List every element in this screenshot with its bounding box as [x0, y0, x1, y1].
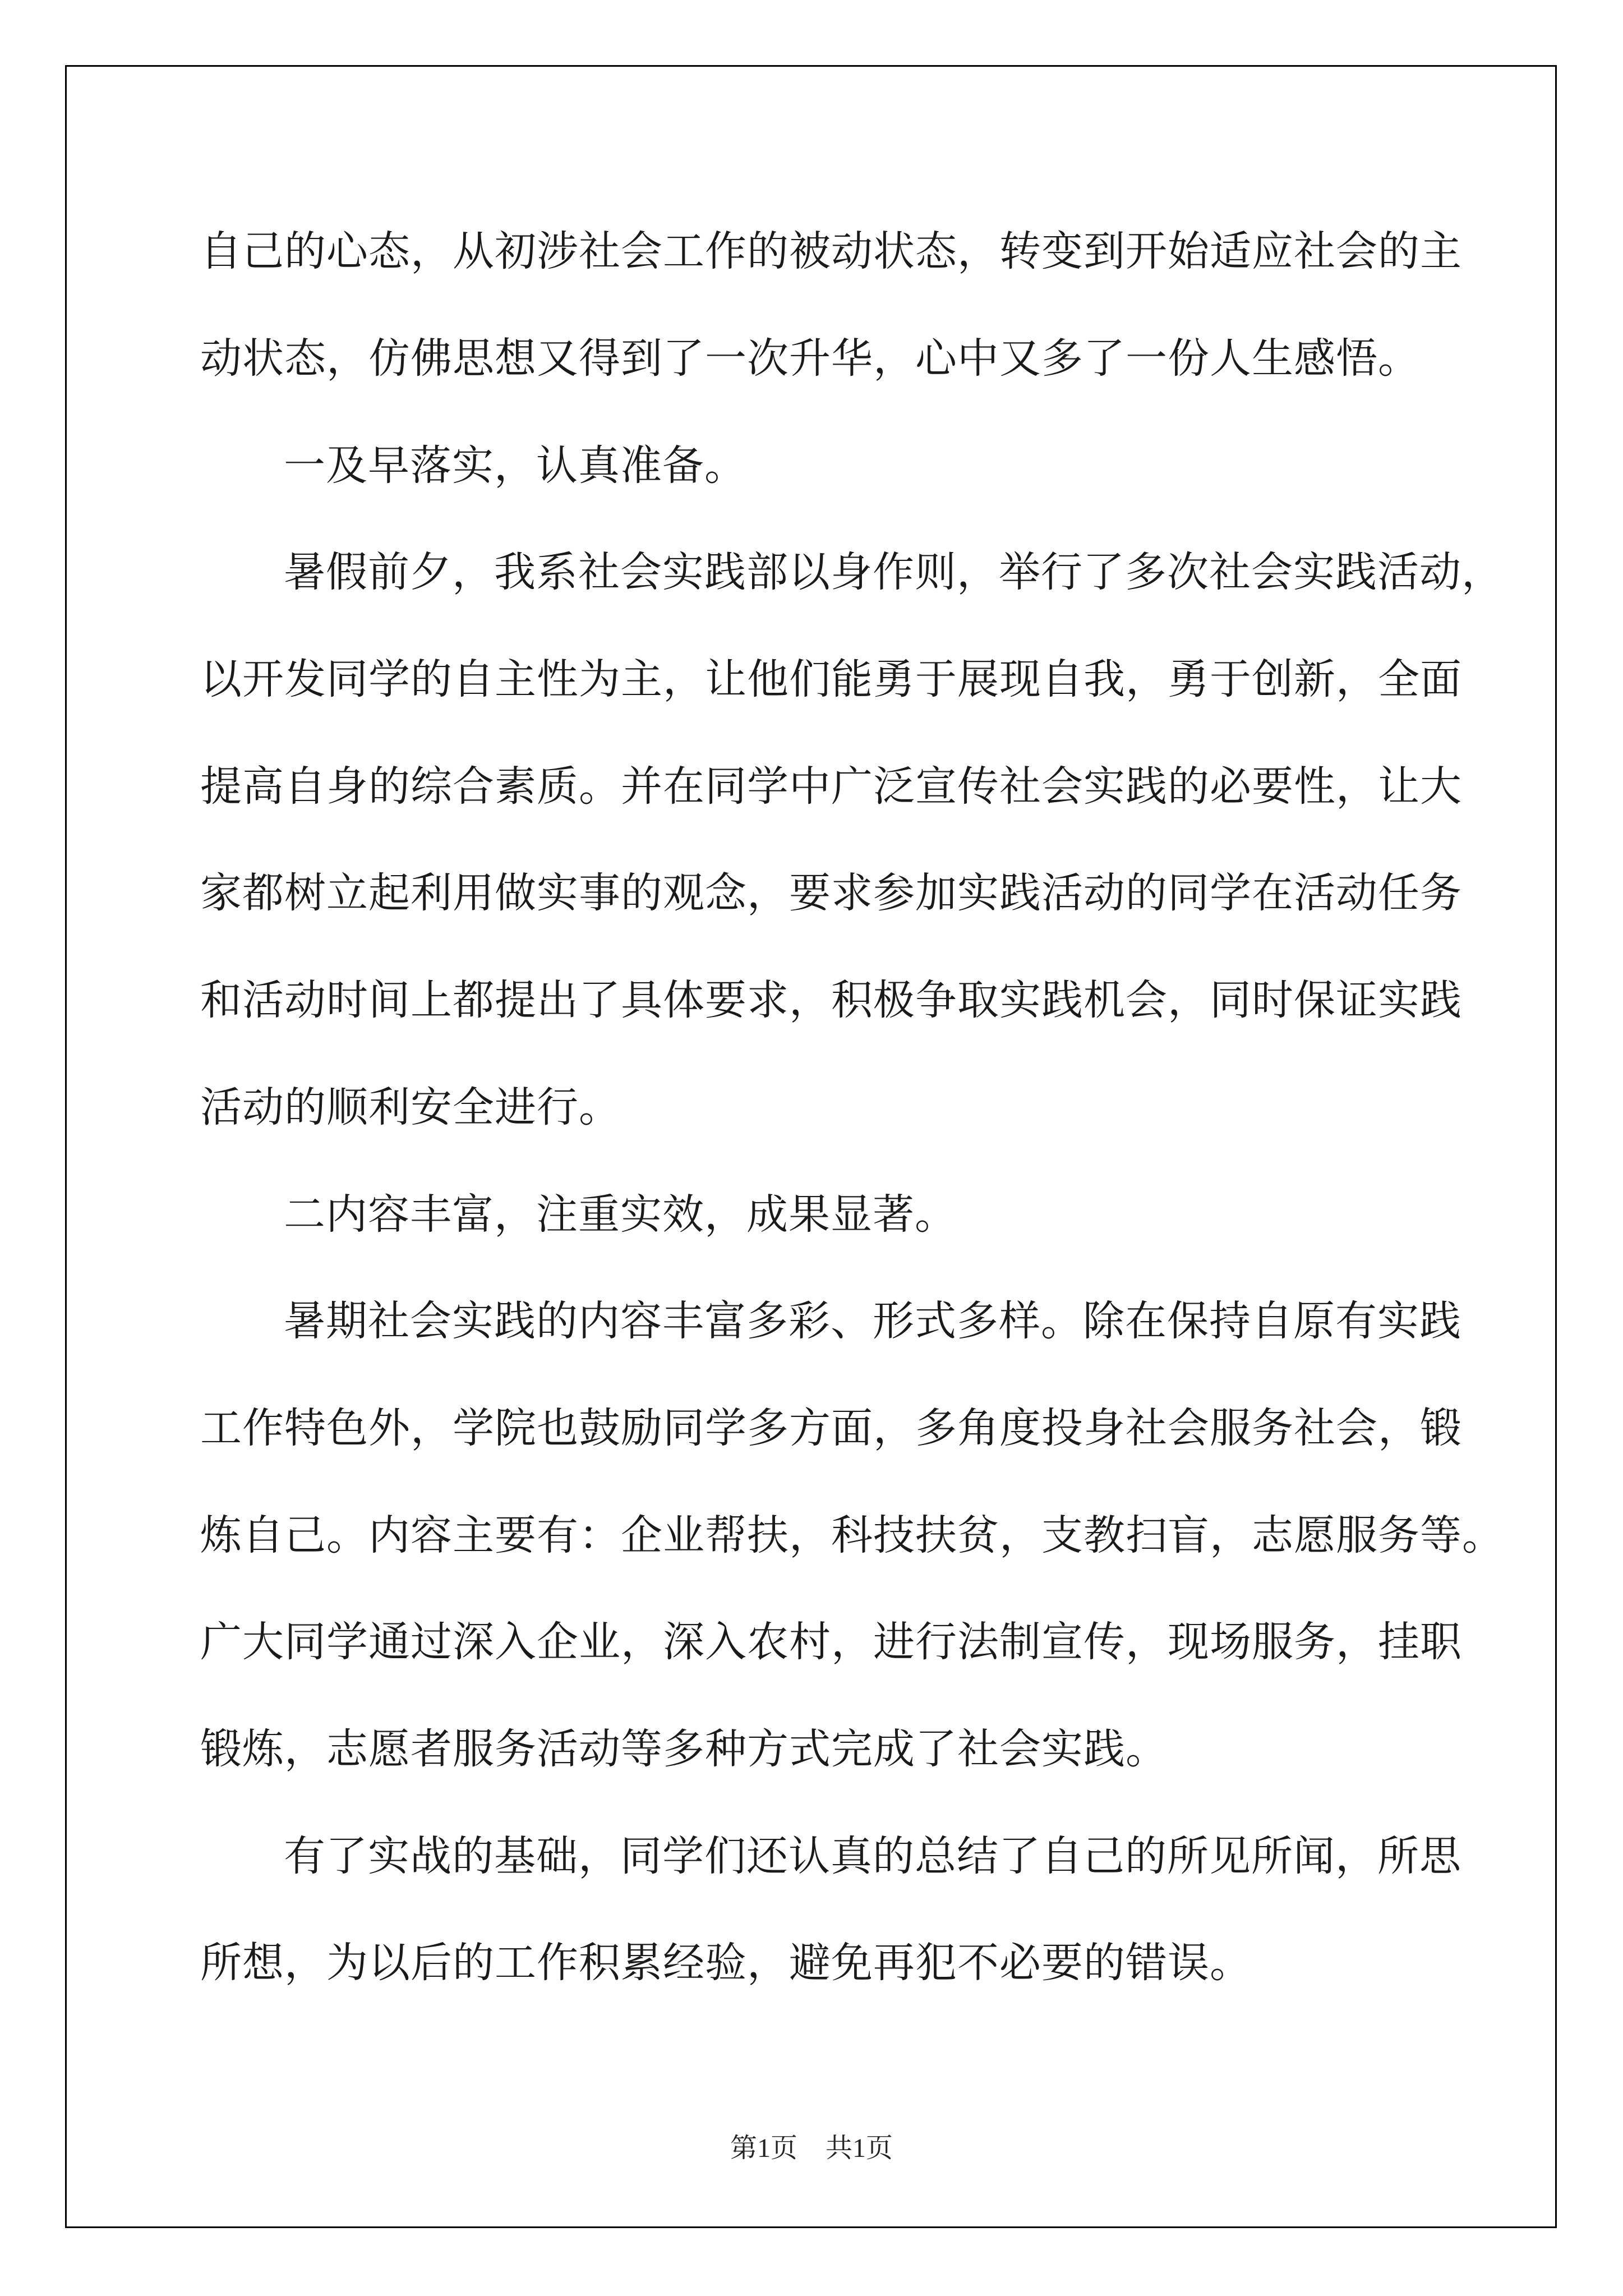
text-line: 工作特色外，学院也鼓励同学多方面，多角度投身社会服务社会，锻	[200, 1404, 1462, 1452]
text-line: 所想，为以后的工作积累经验，避免再犯不必要的错误。	[200, 1939, 1252, 1987]
section-heading: 一及早落实，认真准备。	[284, 441, 746, 490]
text-line: 提高自身的综合素质。并在同学中广泛宣传社会实践的必要性，让大	[200, 762, 1462, 811]
text-line: 炼自己。内容主要有：企业帮扶，科技扶贫，支教扫盲，志愿服务等。	[200, 1511, 1504, 1559]
text-line: 暑假前夕，我系社会实践部以身作则，举行了多次社会实践活动，	[284, 548, 1504, 596]
text-line: 暑期社会实践的内容丰富多彩、形式多样。除在保持自原有实践	[284, 1297, 1461, 1345]
text-line: 有了实战的基础，同学们还认真的总结了自己的所见所闻，所思	[284, 1832, 1461, 1880]
text-line: 广大同学通过深入企业，深入农村，进行法制宣传，现场服务，挂职	[200, 1618, 1462, 1666]
text-line: 动状态，仿佛思想又得到了一次升华，心中又多了一份人生感悟。	[200, 334, 1420, 383]
page-border	[65, 65, 1557, 2228]
section-heading: 二内容丰富，注重实效，成果显著。	[284, 1190, 957, 1239]
page-footer	[0, 2126, 1623, 2165]
text-line: 活动的顺利安全进行。	[200, 1083, 621, 1131]
text-line: 家都树立起利用做实事的观念，要求参加实践活动的同学在活动任务	[200, 869, 1462, 917]
text-line: 自己的心态，从初涉社会工作的被动状态，转变到开始适应社会的主	[200, 227, 1462, 275]
text-line: 和活动时间上都提出了具体要求，积极争取实践机会，同时保证实践	[200, 976, 1462, 1024]
text-line: 锻炼，志愿者服务活动等多种方式完成了社会实践。	[200, 1725, 1168, 1773]
page-total: 共1页	[826, 2133, 893, 2163]
text-line: 以开发同学的自主性为主，让他们能勇于展现自我，勇于创新，全面	[200, 655, 1462, 703]
page-number: 第1页	[730, 2133, 797, 2163]
